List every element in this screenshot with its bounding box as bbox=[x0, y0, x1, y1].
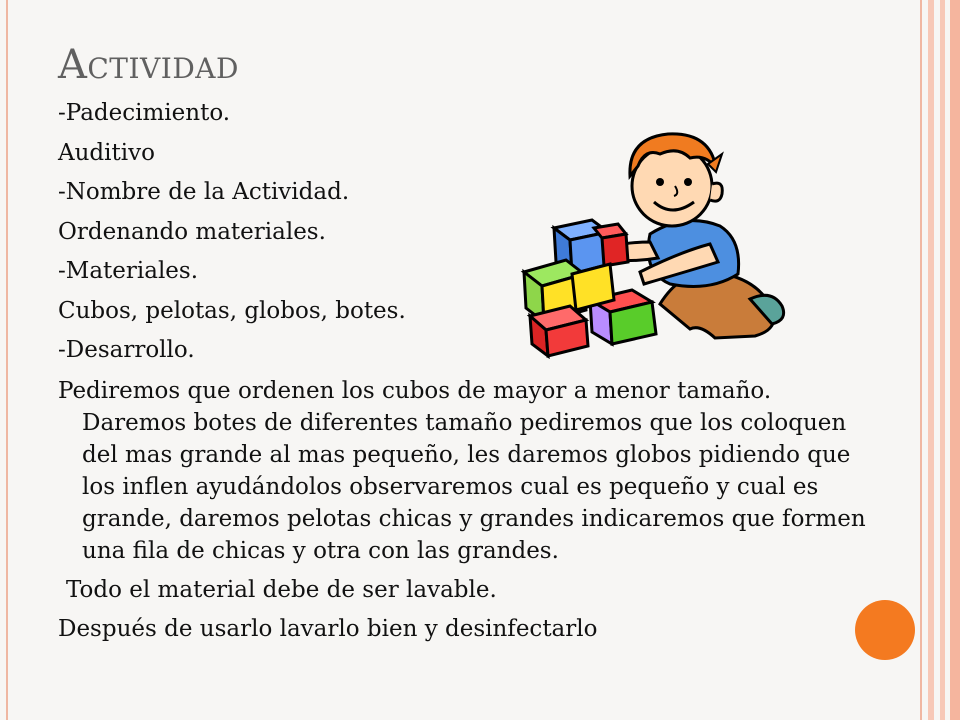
child-playing-blocks-icon bbox=[510, 124, 795, 359]
line-nombre-actividad: -Nombre de la Actividad. bbox=[58, 179, 350, 205]
left-frame-line bbox=[6, 0, 8, 720]
line-desarrollo: -Desarrollo. bbox=[58, 337, 195, 363]
line-padecimiento: -Padecimiento. bbox=[58, 100, 231, 126]
line-cubos: Cubos, pelotas, globos, botes. bbox=[58, 297, 406, 324]
note-lavable: Todo el material debe de ser lavable. bbox=[66, 576, 497, 603]
line-materiales: -Materiales. bbox=[58, 258, 199, 284]
desarrollo-paragraph: Pediremos que ordenen los cubos de mayor a menor tamaño. Daremos botes de diferentes tamaño pediremos que los coloquen del mas grande al mas pequeño, les daremos globos pidiendo que los inflen ayudándolos observaremos cual es pequeño y cual es grande, daremos pelotas chicas y grandes indicaremos que formen una fila de chicas y otra con las grandes. bbox=[58, 377, 866, 564]
line-auditivo: Auditivo bbox=[58, 139, 155, 166]
slide-title: Actividad bbox=[58, 42, 239, 88]
line-ordenando: Ordenando materiales. bbox=[58, 218, 326, 245]
right-frame-stripes bbox=[920, 0, 960, 720]
note-desinfectar: Después de usarlo lavarlo bien y desinfectarlo bbox=[58, 616, 598, 642]
orange-accent-dot bbox=[855, 600, 915, 660]
